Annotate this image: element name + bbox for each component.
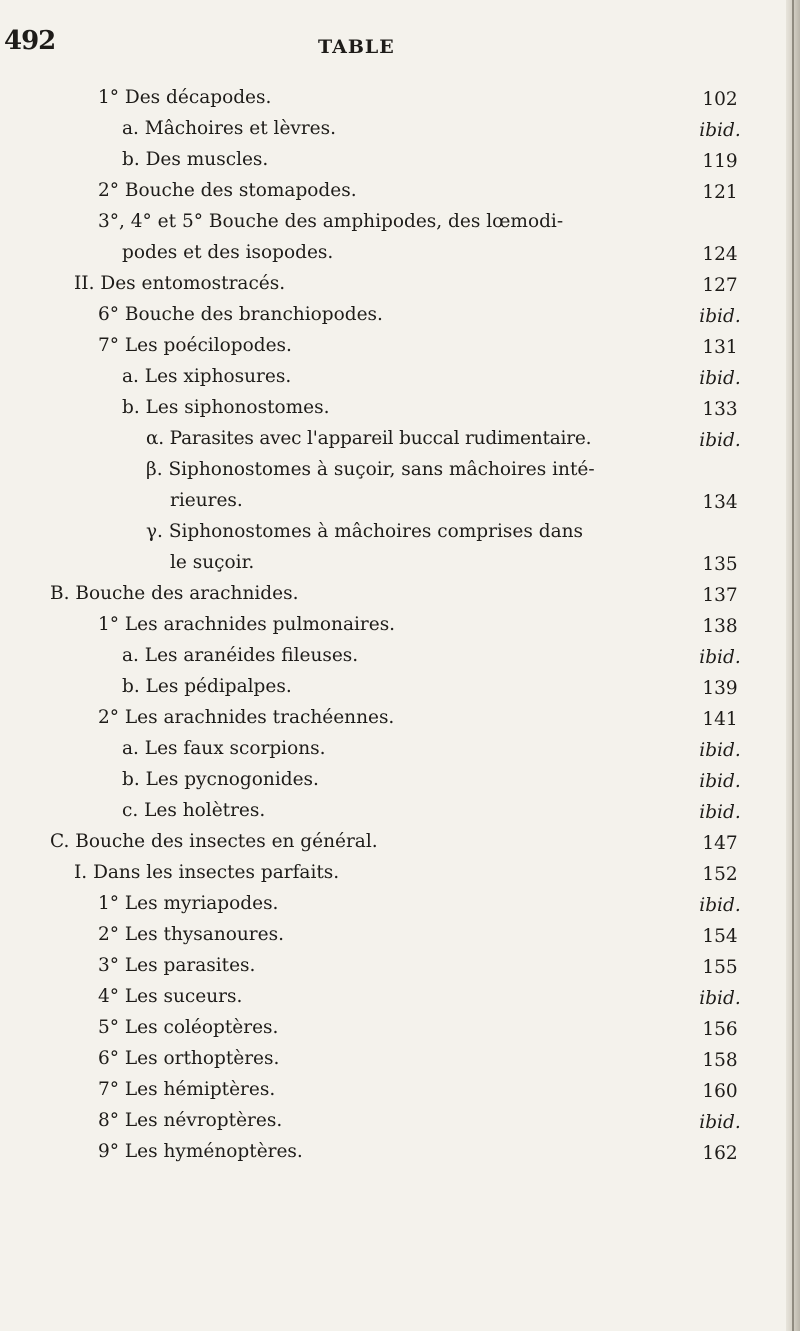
toc-entry-page: 160 (702, 1081, 738, 1102)
toc-entry-page: 119 (702, 151, 738, 172)
toc-entry-label: 7° Les hémiptères. (98, 1079, 276, 1100)
toc-entry-page: 158 (702, 1050, 738, 1071)
toc-entry-label: β. Siphonostomes à suçoir, sans mâchoires inté- (146, 459, 595, 480)
toc-entry-page: 154 (702, 926, 738, 947)
toc-entry-label: le suçoir. (170, 552, 255, 573)
toc-entry-label: 3°, 4° et 5° Bouche des amphipodes, des lœmodi- (98, 211, 564, 232)
toc-entry-label: b. Les siphonostomes. (122, 397, 330, 418)
toc-entry-label: 6° Bouche des branchiopodes. (98, 304, 383, 325)
running-title: TABLE (318, 36, 395, 58)
toc-entry-label: a. Mâchoires et lèvres. (122, 118, 337, 139)
toc-entry-page: 147 (702, 833, 738, 854)
toc-entry-label: γ. Siphonostomes à mâchoires comprises dans (146, 521, 584, 542)
toc-entry-label: II. Des entomostracés. (74, 273, 286, 294)
toc-entry-page: 133 (702, 399, 738, 420)
toc-entry-page: 155 (702, 957, 738, 978)
toc-entry-label: podes et des isopodes. (122, 242, 334, 263)
toc-entry-page: 127 (702, 275, 738, 296)
toc-entry-page: 162 (702, 1143, 738, 1164)
toc-entry-page: ibid. (699, 430, 741, 451)
toc-entry-label: b. Les pédipalpes. (122, 676, 292, 697)
toc-entry-label: C. Bouche des insectes en général. (50, 831, 378, 852)
toc-entry-label: 5° Les coléoptères. (98, 1017, 279, 1038)
toc-entry-page: 137 (702, 585, 738, 606)
toc-entry-label: b. Des muscles. (122, 149, 269, 170)
toc-entry-label: 1° Les arachnides pulmonaires. (98, 614, 396, 635)
toc-entry-page: ibid. (699, 1112, 741, 1133)
toc-entry-page: ibid. (699, 306, 741, 327)
toc-entry-page: 134 (702, 492, 738, 513)
toc-entry-page: ibid. (699, 120, 741, 141)
toc-entry-page: ibid. (699, 895, 741, 916)
toc-entry-page: 135 (702, 554, 738, 575)
toc-entry-page: ibid. (699, 771, 741, 792)
page-edge-line (792, 0, 794, 1331)
toc-entry-label: I. Dans les insectes parfaits. (74, 862, 340, 883)
toc-entry-page: 141 (702, 709, 738, 730)
toc-entry-label: 2° Bouche des stomapodes. (98, 180, 357, 201)
toc-entry-label: b. Les pycnogonides. (122, 769, 319, 790)
toc-entry-label: 1° Les myriapodes. (98, 893, 279, 914)
toc-entry-page: ibid. (699, 740, 741, 761)
toc-entry-page: 152 (702, 864, 738, 885)
toc-entry-label: 9° Les hyménoptères. (98, 1141, 303, 1162)
toc-entry-label: 3° Les parasites. (98, 955, 256, 976)
toc-entry-label: a. Les xiphosures. (122, 366, 292, 387)
toc-entry-page: 102 (702, 89, 738, 110)
toc-entry-label: 6° Les orthoptères. (98, 1048, 280, 1069)
toc-entry-label: 4° Les suceurs. (98, 986, 243, 1007)
toc-entry-label: 7° Les poécilopodes. (98, 335, 292, 356)
toc-entry-label: a. Les aranéides fileuses. (122, 645, 359, 666)
toc-entry-label: rieures. (170, 490, 243, 511)
toc-entry-page: 121 (702, 182, 738, 203)
toc-entry-label: 2° Les thysanoures. (98, 924, 284, 945)
toc-entry-label: a. Les faux scorpions. (122, 738, 326, 759)
toc-entry-page: 124 (702, 244, 738, 265)
toc-entry-label: 2° Les arachnides trachéennes. (98, 707, 395, 728)
toc-entry-label: B. Bouche des arachnides. (50, 583, 299, 604)
toc-entry-page: ibid. (699, 647, 741, 668)
toc-entry-label: 8° Les névroptères. (98, 1110, 283, 1131)
toc-entry-page: 138 (702, 616, 738, 637)
toc-entry-page: 139 (702, 678, 738, 699)
toc-entry-page: ibid. (699, 802, 741, 823)
toc-entry-page: ibid. (699, 988, 741, 1009)
toc-entry-page: 131 (702, 337, 738, 358)
toc-entry-page: ibid. (699, 368, 741, 389)
toc-entry-label: 1° Des décapodes. (98, 87, 272, 108)
page-number: 492 (4, 26, 56, 56)
toc-entry-label: α. Parasites avec l'appareil buccal rudimentaire. (146, 428, 592, 449)
toc-entry-page: 156 (702, 1019, 738, 1040)
toc-entry-label: c. Les holètres. (122, 800, 266, 821)
